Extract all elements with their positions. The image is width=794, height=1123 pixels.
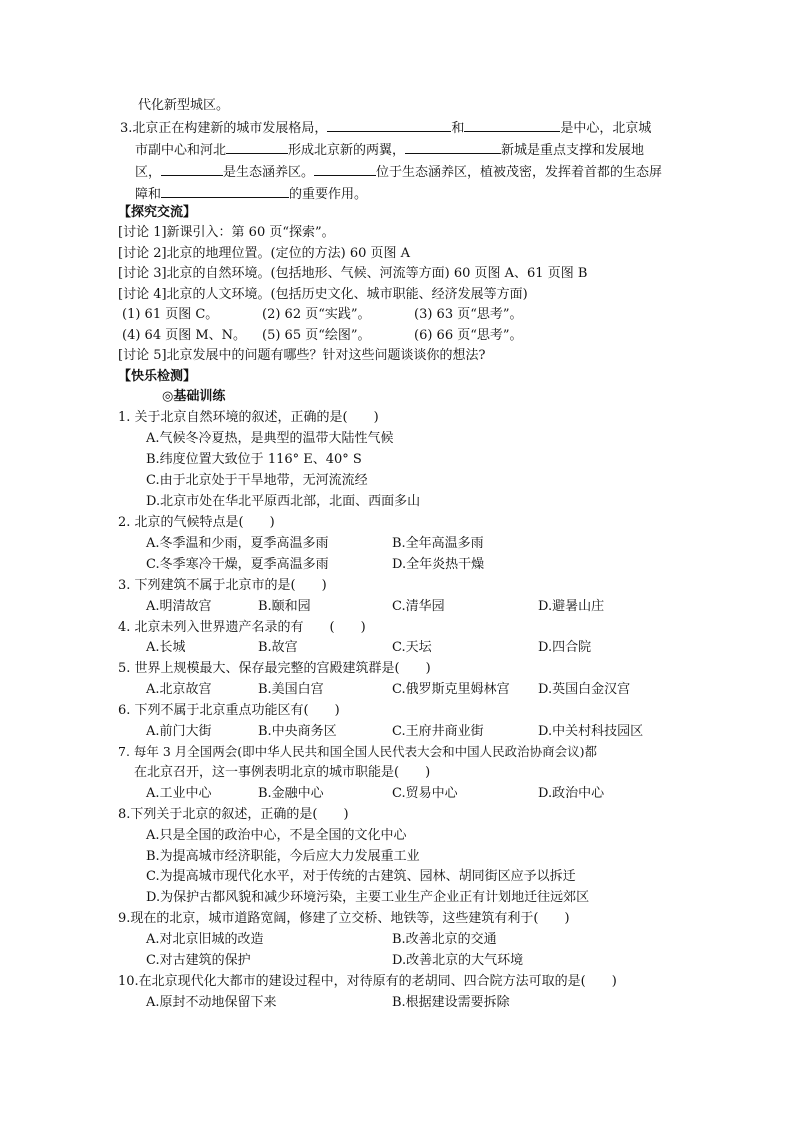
- text-segment: 是中心，北京城: [560, 121, 652, 136]
- option-b[interactable]: B.为提高城市经济职能，今后应大力发展重工业: [146, 849, 420, 864]
- discussion-4-item: (3) 63 页“思考”。: [414, 307, 523, 322]
- option-d[interactable]: D.避暑山庄: [538, 599, 605, 614]
- answer-blank[interactable]: [327, 117, 451, 132]
- option-d[interactable]: D.为保护古都风貌和减少环境污染，主要工业生产企业正有计划地迁往远郊区: [146, 890, 590, 905]
- question-4: 4. 北京未列入世界遗产名录的有 ( ): [118, 620, 366, 635]
- option-b[interactable]: B.颐和园: [258, 599, 311, 614]
- discussion-4-item: (2) 62 页“实践”。: [262, 307, 371, 322]
- question-1: 1. 关于北京自然环境的叙述，正确的是( ): [118, 410, 379, 425]
- option-c[interactable]: C.为提高城市现代化水平，对于传统的古建筑、园林、胡同街区应予以拆迁: [146, 869, 576, 884]
- option-d[interactable]: D.政治中心: [538, 786, 605, 801]
- question-3: 3. 下列建筑不属于北京市的是( ): [118, 578, 327, 593]
- option-b[interactable]: B.全年高温多雨: [392, 536, 484, 551]
- option-d[interactable]: D.英国白金汉宫: [538, 682, 631, 697]
- option-a[interactable]: A.冬季温和少雨，夏季高温多雨: [146, 536, 329, 551]
- discussion-2: [讨论 2]北京的地理位置。(定位的方法) 60 页图 A: [118, 246, 411, 261]
- text-segment: 是生态涵养区。: [223, 165, 315, 180]
- option-a[interactable]: A.北京故宫: [146, 682, 212, 697]
- answer-blank[interactable]: [161, 183, 289, 198]
- option-c[interactable]: C.由于北京处于干旱地带，无河流流经: [146, 473, 368, 488]
- text-segment: 障和: [135, 187, 162, 202]
- option-c[interactable]: C.王府井商业街: [392, 724, 484, 739]
- question-3-fill-line3: [135, 161, 662, 183]
- answer-blank[interactable]: [161, 161, 223, 176]
- option-c[interactable]: C.贸易中心: [392, 786, 458, 801]
- option-b[interactable]: B.金融中心: [258, 786, 324, 801]
- option-d[interactable]: D.全年炎热干燥: [392, 557, 485, 572]
- option-b[interactable]: B.美国白宫: [258, 682, 324, 697]
- question-8: 8.下列关于北京的叙述，正确的是( ): [118, 807, 349, 822]
- question-7-cont: 在北京召开，这一事例表明北京的城市职能是( ): [134, 765, 431, 780]
- answer-blank[interactable]: [314, 161, 376, 176]
- option-a[interactable]: A.长城: [146, 640, 186, 655]
- text-segment: 位于生态涵养区，植被茂密，发挥着首都的生态屏: [376, 165, 663, 180]
- option-a[interactable]: A.明清故宫: [146, 599, 212, 614]
- question-5: 5. 世界上规模最大、保存最完整的宫殿建筑群是( ): [118, 661, 431, 676]
- text-segment: 新城是重点支撑和发展地: [501, 143, 645, 158]
- discussion-1: [讨论 1]新课引入：第 60 页“探索”。: [118, 225, 335, 240]
- option-d[interactable]: D.中关村科技园区: [538, 724, 644, 739]
- question-9: 9.现在的北京，城市道路宽阔，修建了立交桥、地铁等，这些建筑有利于( ): [118, 911, 570, 926]
- answer-blank[interactable]: [405, 139, 501, 154]
- text-line: 代化新型城区。: [138, 98, 230, 113]
- option-b[interactable]: B.故宫: [258, 640, 298, 655]
- option-d[interactable]: D.北京市处在华北平原西北部，北面、西面多山: [146, 494, 421, 509]
- text-segment: 的重要作用。: [289, 187, 368, 202]
- discussion-4-item: (6) 66 页“思考”。: [414, 328, 523, 343]
- text-segment: 市副中心和河北: [135, 143, 227, 158]
- section-heading-explore: 【探究交流】: [118, 205, 197, 220]
- option-b[interactable]: B.纬度位置大致位于 116° E、40° S: [146, 452, 362, 467]
- option-d[interactable]: D.改善北京的大气环境: [392, 953, 524, 968]
- option-a[interactable]: A.前门大街: [146, 724, 212, 739]
- question-7: 7. 每年 3 月全国两会(即中华人民共和国全国人民代表大会和中国人民政治协商会议)都: [118, 744, 598, 759]
- answer-blank[interactable]: [464, 117, 560, 132]
- option-a[interactable]: A.工业中心: [146, 786, 212, 801]
- discussion-4-item: (1) 61 页图 C。: [122, 307, 219, 322]
- option-a[interactable]: A.对北京旧城的改造: [146, 932, 264, 947]
- option-c[interactable]: C.天坛: [392, 640, 432, 655]
- option-b[interactable]: B.中央商务区: [258, 724, 337, 739]
- discussion-5: [讨论 5]北京发展中的问题有哪些？针对这些问题谈谈你的想法?: [118, 348, 486, 363]
- option-c[interactable]: C.对古建筑的保护: [146, 953, 251, 968]
- question-3-fill-line1: [120, 117, 651, 139]
- answer-blank[interactable]: [226, 139, 288, 154]
- section-heading-test: 【快乐检测】: [118, 369, 197, 384]
- option-c[interactable]: C.清华园: [392, 599, 445, 614]
- discussion-4-item: (5) 65 页“绘图”。: [262, 328, 371, 343]
- question-6: 6. 下列不属于北京重点功能区有( ): [118, 703, 340, 718]
- text-segment: 3.北京正在构建新的城市发展格局，: [120, 121, 328, 136]
- option-c[interactable]: C.俄罗斯克里姆林宫: [392, 682, 510, 697]
- discussion-4-item: (4) 64 页图 M、N。: [122, 328, 247, 343]
- text-segment: 形成北京新的两翼，: [288, 143, 406, 158]
- question-3-fill-line4: [135, 183, 367, 205]
- option-b[interactable]: B.改善北京的交通: [392, 932, 497, 947]
- question-3-fill-line2: [135, 139, 644, 161]
- option-a[interactable]: A.原封不动地保留下来: [146, 995, 277, 1010]
- subsection-heading: ◎基础训练: [162, 389, 226, 404]
- option-a[interactable]: A.气候冬冷夏热，是典型的温带大陆性气候: [146, 431, 394, 446]
- question-2: 2. 北京的气候特点是( ): [118, 515, 275, 530]
- question-10: 10.在北京现代化大都市的建设过程中，对待原有的老胡同、四合院方法可取的是( ): [118, 974, 617, 989]
- option-c[interactable]: C.冬季寒冷干燥，夏季高温多雨: [146, 557, 329, 572]
- option-d[interactable]: D.四合院: [538, 640, 592, 655]
- discussion-4: [讨论 4]北京的人文环境。(包括历史文化、城市职能、经济发展等方面): [118, 287, 528, 302]
- text-segment: 和: [451, 121, 465, 136]
- option-a[interactable]: A.只是全国的政治中心，不是全国的文化中心: [146, 828, 407, 843]
- option-b[interactable]: B.根据建设需要拆除: [392, 995, 510, 1010]
- discussion-3: [讨论 3]北京的自然环境。(包括地形、气候、河流等方面) 60 页图 A、61 页图 B: [118, 266, 588, 281]
- text-segment: 区，: [135, 165, 162, 180]
